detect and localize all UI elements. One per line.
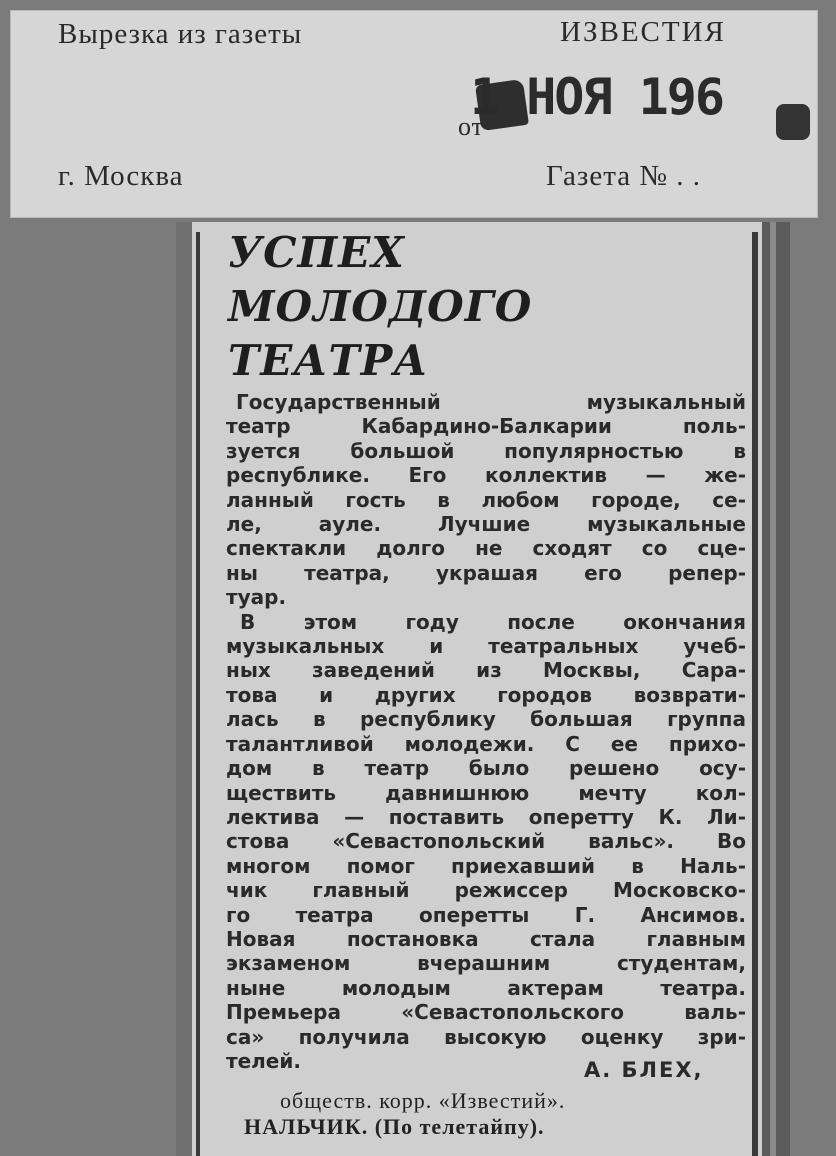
- body-line: музыкальных и театральных учеб-: [226, 634, 746, 659]
- body-line: ле, ауле. Лучшие музыкальные: [226, 512, 746, 537]
- city-label: г. Москва: [58, 160, 184, 192]
- ink-smudge-end: [776, 104, 810, 140]
- body-line: зуется большой популярностью в: [226, 438, 746, 463]
- body-line: Премьера «Севастопольского валь-: [226, 1000, 746, 1025]
- body-line: туар.: [226, 585, 287, 610]
- body-line: Государственный музыкальный: [236, 390, 746, 414]
- newspaper-name: ИЗВЕСТИЯ: [560, 16, 726, 48]
- body-line: театр Кабардино-Балкарии поль-: [226, 414, 746, 439]
- article-headline: [228, 226, 648, 388]
- clipping-right-edge: [762, 222, 790, 1156]
- article-dateline: НАЛЬЧИК. (По телетайпу).: [244, 1114, 545, 1139]
- author-affiliation: обществ. корр. «Известий».: [280, 1088, 566, 1113]
- body-line: талантливой молодежи. С ее прихо-: [226, 731, 746, 756]
- body-line: го театра оперетты Г. Ансимов.: [226, 902, 746, 927]
- body-line: экзаменом вчерашним студентам,: [226, 951, 746, 976]
- body-line: стова «Севастопольский вальс». Во: [226, 829, 746, 854]
- body-line: телей.: [226, 1048, 301, 1073]
- body-line: республике. Его коллектив — же-: [226, 463, 746, 488]
- body-line: В этом году после окончания: [240, 609, 746, 634]
- body-line: лась в республику большая группа: [226, 707, 746, 732]
- body-line: дом в театр было решено осу-: [226, 756, 746, 781]
- issue-number-label: Газета № . .: [546, 160, 702, 192]
- date-stamp: 1 НОЯ 196: [470, 68, 723, 126]
- body-line: чик главный режиссер Московско-: [226, 878, 746, 903]
- body-line: ланный гость в любом городе, се-: [226, 487, 746, 512]
- body-line: ны театра, украшая его репер-: [226, 560, 746, 585]
- body-line: са» получила высокую оценку зри-: [226, 1024, 746, 1049]
- body-line: многом помог приехавший в Наль-: [226, 853, 746, 878]
- column-rule-right: [752, 232, 758, 1156]
- date-prefix: от: [458, 112, 485, 141]
- body-line: лектива — поставить оперетту К. Ли-: [226, 804, 746, 829]
- body-line: ныне молодым актерам театра.: [226, 975, 746, 1000]
- body-line: Новая постановка стала главным: [226, 926, 746, 951]
- headline-line: МОЛОДОГО: [228, 282, 533, 331]
- article-body: [226, 390, 746, 1073]
- headline-line: ТЕАТРА: [228, 336, 429, 385]
- slip-title: Вырезка из газеты: [58, 18, 303, 50]
- column-rule-left: [196, 232, 200, 1156]
- body-line: спектакли долго не сходят со сце-: [226, 536, 746, 561]
- headline-line: УСПЕХ: [228, 228, 405, 277]
- clipping-left-shadow: [176, 222, 192, 1156]
- body-line: ществить давнишнюю мечту кол-: [226, 780, 746, 805]
- author-signature: А. БЛЕХ,: [584, 1058, 704, 1082]
- body-line: това и других городов возврати-: [226, 682, 746, 707]
- body-line: ных заведений из Москвы, Сара-: [226, 658, 746, 683]
